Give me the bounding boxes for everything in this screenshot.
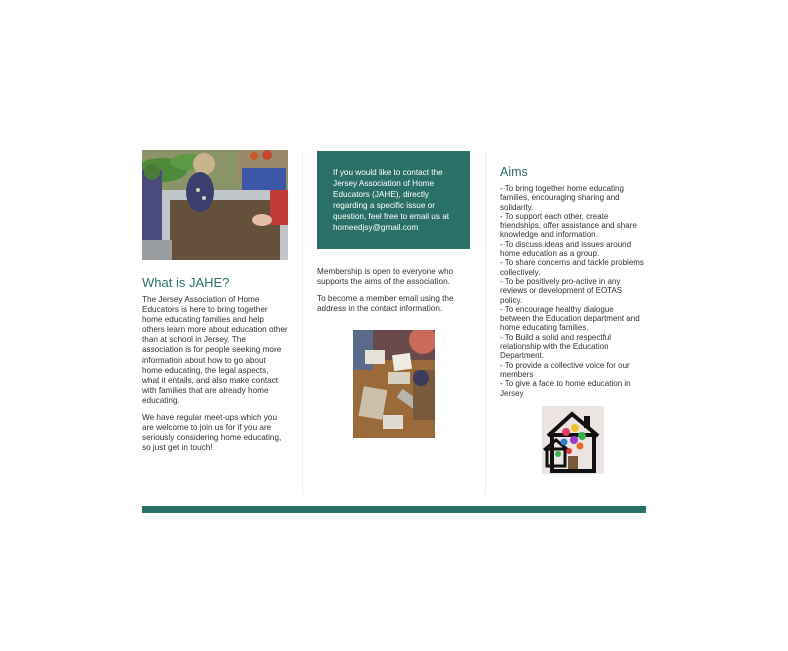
meetups-paragraph: We have regular meet-ups which you are welcome to join us for if you are seriously considering home educating, so just get in touch!	[142, 413, 282, 453]
aims-list	[500, 184, 646, 398]
what-is-jahe-section	[142, 275, 288, 453]
aim-item: - To share concerns and tackle problems collectively.	[500, 258, 644, 277]
aim-item: - To support each other, create friendships, offer assistance and share knowledge and information.	[500, 211, 637, 240]
aims-section	[500, 165, 646, 398]
aim-item: - To encourage healthy dialogue between the Education department and home educating families.	[500, 304, 640, 333]
contact-callout	[317, 151, 470, 249]
footer-accent-bar	[142, 506, 646, 513]
contact-callout-text: If you would like to contact the Jersey Association of Home Educators (JAHE), directly regarding a specific issue or question, feel free to email us at homeedjsy@gmail.com	[333, 168, 450, 232]
house-logo	[542, 406, 604, 474]
aim-item: - To provide a collective voice for our members	[500, 360, 630, 379]
aim-item: - To be positively pro-active in any reviews or development of EOTAS policy.	[500, 276, 623, 305]
become-member-paragraph: To become a member email using the address in the contact information.	[317, 294, 454, 314]
aims-heading: Aims	[500, 165, 528, 179]
about-paragraph: The Jersey Association of Home Educators is here to bring together home educating families and help others learn more about education other than at school in Jersey. The association is for people seeking more information about how to go about home educating, the legal aspects, what it entails, and also make contact with families that are already home educating.	[142, 295, 288, 405]
aim-item: - To give a face to home education in Jersey	[500, 379, 631, 398]
membership-paragraph: Membership is open to everyone who supports the aims of the association.	[317, 267, 454, 287]
aim-item: - To bring together home educating families, encouraging sharing and solidarity.	[500, 184, 624, 212]
aim-item: - To Build a solid and respectful relationship with the Education Department.	[500, 332, 612, 361]
column-divider	[485, 150, 486, 495]
section-heading: What is JAHE?	[142, 275, 230, 290]
children-gardening-photo	[142, 150, 288, 260]
membership-section	[317, 267, 470, 314]
aim-item: - To discuss ideas and issues around home education as a group.	[500, 239, 632, 259]
craft-activity-photo	[353, 330, 435, 438]
column-divider	[302, 150, 303, 495]
